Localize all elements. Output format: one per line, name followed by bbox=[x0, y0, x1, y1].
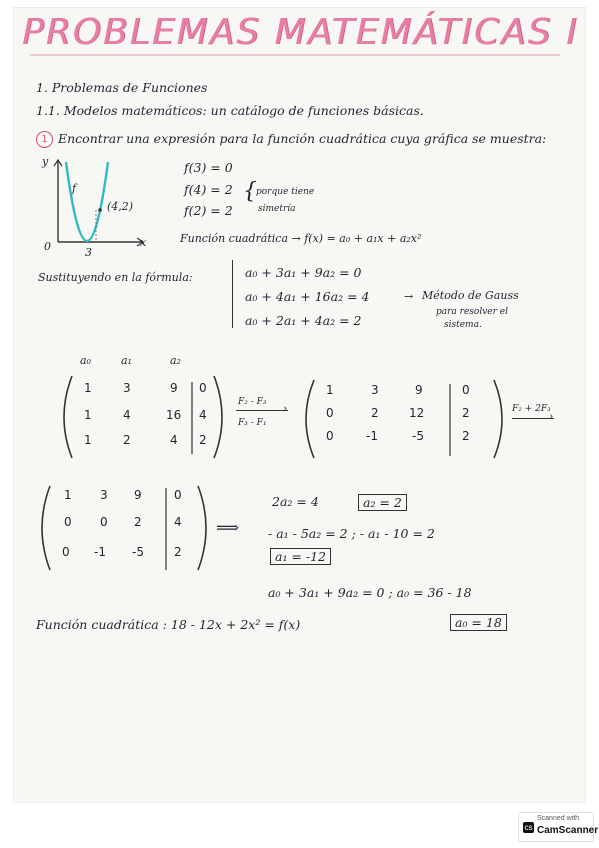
solution-a1-boxed: a₁ = -12 bbox=[270, 548, 331, 565]
m3-r3-c4: 2 bbox=[174, 545, 182, 559]
substituting-label: Sustituyendo en la fórmula: bbox=[38, 271, 193, 284]
solution-step-2: - a₁ - 5a₂ = 2 ; - a₁ - 10 = 2 bbox=[268, 526, 435, 541]
m3-r1-c3: 9 bbox=[134, 488, 142, 502]
point-label: (4,2) bbox=[107, 200, 134, 213]
quadratic-form: Función cuadrática → f(x) = a₀ + a₁x + a₂x² bbox=[180, 232, 422, 245]
m1-r1-c1: 1 bbox=[84, 381, 92, 395]
m2-r1-c3: 9 bbox=[415, 383, 423, 397]
problem-statement: Encontrar una expresión para la función cuadrática cuya gráfica se muestra: bbox=[58, 131, 547, 146]
m3-r1-c1: 1 bbox=[64, 488, 72, 502]
m3-r2-c4: 4 bbox=[174, 515, 182, 529]
solution-a2-boxed: a₂ = 2 bbox=[358, 494, 407, 511]
note-simetria: simetría bbox=[258, 204, 296, 214]
condition-1: f(3) = 0 bbox=[184, 160, 233, 175]
m1-r2-c3: 16 bbox=[166, 408, 182, 422]
m2-r1-c4: 0 bbox=[462, 383, 470, 397]
op1-arrow-head: › bbox=[283, 402, 288, 415]
f-label: f bbox=[72, 182, 77, 195]
col-header-a2: a₂ bbox=[170, 354, 181, 367]
system-eq-1: a₀ + 3a₁ + 9a₂ = 0 bbox=[245, 265, 362, 280]
method-note-2: sistema. bbox=[444, 320, 482, 330]
m2-r3-c3: -5 bbox=[412, 429, 424, 443]
m1-r2-c2: 4 bbox=[123, 408, 131, 422]
final-function: Función cuadrática : 18 - 12x + 2x² = f(x) bbox=[36, 617, 301, 632]
m2-r1-c1: 1 bbox=[326, 383, 334, 397]
col-header-a0: a₀ bbox=[80, 354, 91, 367]
system-eq-2: a₀ + 4a₁ + 16a₂ = 4 bbox=[245, 289, 370, 304]
m2-r3-c1: 0 bbox=[326, 429, 334, 443]
m1-r2-c4: 4 bbox=[199, 408, 207, 422]
m1-r3-c1: 1 bbox=[84, 433, 92, 447]
implies-arrow: ⟹ bbox=[216, 518, 239, 537]
vertex-label: 3 bbox=[85, 246, 92, 259]
m3-r2-c3: 2 bbox=[134, 515, 142, 529]
parabola-curve bbox=[66, 162, 108, 241]
solution-step-1: 2a₂ = 4 bbox=[272, 494, 319, 509]
op2-arrow-head: › bbox=[549, 410, 554, 423]
op1-arrow-line bbox=[236, 410, 288, 411]
m1-r2-c1: 1 bbox=[84, 408, 92, 422]
system-bracket bbox=[232, 260, 236, 328]
m3-r3-c1: 0 bbox=[62, 545, 70, 559]
condition-2: f(4) = 2 bbox=[184, 182, 233, 197]
op1-bottom: F₃ - F₁ bbox=[238, 418, 267, 428]
problem-number: 1 bbox=[36, 131, 53, 148]
m3-r2-c1: 0 bbox=[64, 515, 72, 529]
camscanner-label: CamScanner bbox=[537, 825, 599, 836]
point-4-2 bbox=[98, 208, 102, 212]
subsection-heading: 1.1. Modelos matemáticos: un catálogo de funciones básicas. bbox=[36, 103, 424, 118]
solution-step-3: a₀ + 3a₁ + 9a₂ = 0 ; a₀ = 36 - 18 bbox=[268, 585, 472, 600]
m2-r1-c2: 3 bbox=[371, 383, 379, 397]
m1-r3-c3: 4 bbox=[170, 433, 178, 447]
solution-a0-boxed: a₀ = 18 bbox=[450, 614, 507, 631]
op1-top: F₂ - F₃ bbox=[238, 397, 267, 407]
camscanner-icon: cs bbox=[524, 823, 533, 832]
method-note-1: para resolver el bbox=[436, 307, 508, 317]
system-eq-3: a₀ + 2a₁ + 4a₂ = 2 bbox=[245, 313, 362, 328]
m3-r1-c4: 0 bbox=[174, 488, 182, 502]
origin-label: 0 bbox=[44, 240, 51, 253]
m1-r1-c2: 3 bbox=[123, 381, 131, 395]
m1-r3-c4: 2 bbox=[199, 433, 207, 447]
m2-r2-c3: 12 bbox=[409, 406, 425, 420]
m2-r2-c4: 2 bbox=[462, 406, 470, 420]
y-axis-label: y bbox=[42, 155, 49, 168]
m2-r2-c1: 0 bbox=[326, 406, 334, 420]
condition-3: f(2) = 2 bbox=[184, 203, 233, 218]
x-axis-label: x bbox=[140, 236, 147, 249]
scanned-with-label: Scanned with bbox=[537, 815, 580, 822]
m1-r1-c4: 0 bbox=[199, 381, 207, 395]
note-porque-tiene: porque tiene bbox=[256, 187, 315, 197]
m3-r2-c2: 0 bbox=[100, 515, 108, 529]
gauss-method-label: Método de Gauss bbox=[422, 289, 519, 302]
op2-arrow-line bbox=[512, 418, 554, 419]
m1-r3-c2: 2 bbox=[123, 433, 131, 447]
brace: { bbox=[243, 179, 257, 204]
m2-r2-c2: 2 bbox=[371, 406, 379, 420]
section-heading: 1. Problemas de Funciones bbox=[36, 80, 208, 95]
m3-r3-c3: -5 bbox=[132, 545, 144, 559]
camscanner-badge bbox=[518, 812, 599, 842]
page-title: PROBLEMAS MATEMÁTICAS I bbox=[22, 12, 579, 53]
m2-r3-c2: -1 bbox=[366, 429, 378, 443]
title-underline bbox=[30, 54, 560, 56]
op2-label: F₂ + 2F₃ bbox=[512, 404, 551, 414]
col-header-a1: a₁ bbox=[121, 354, 132, 367]
m1-r1-c3: 9 bbox=[170, 381, 178, 395]
m3-r3-c2: -1 bbox=[94, 545, 106, 559]
m3-r1-c2: 3 bbox=[100, 488, 108, 502]
m2-r3-c4: 2 bbox=[462, 429, 470, 443]
matrix-3-brackets bbox=[36, 482, 216, 574]
arrow-to-method: → bbox=[404, 290, 414, 303]
